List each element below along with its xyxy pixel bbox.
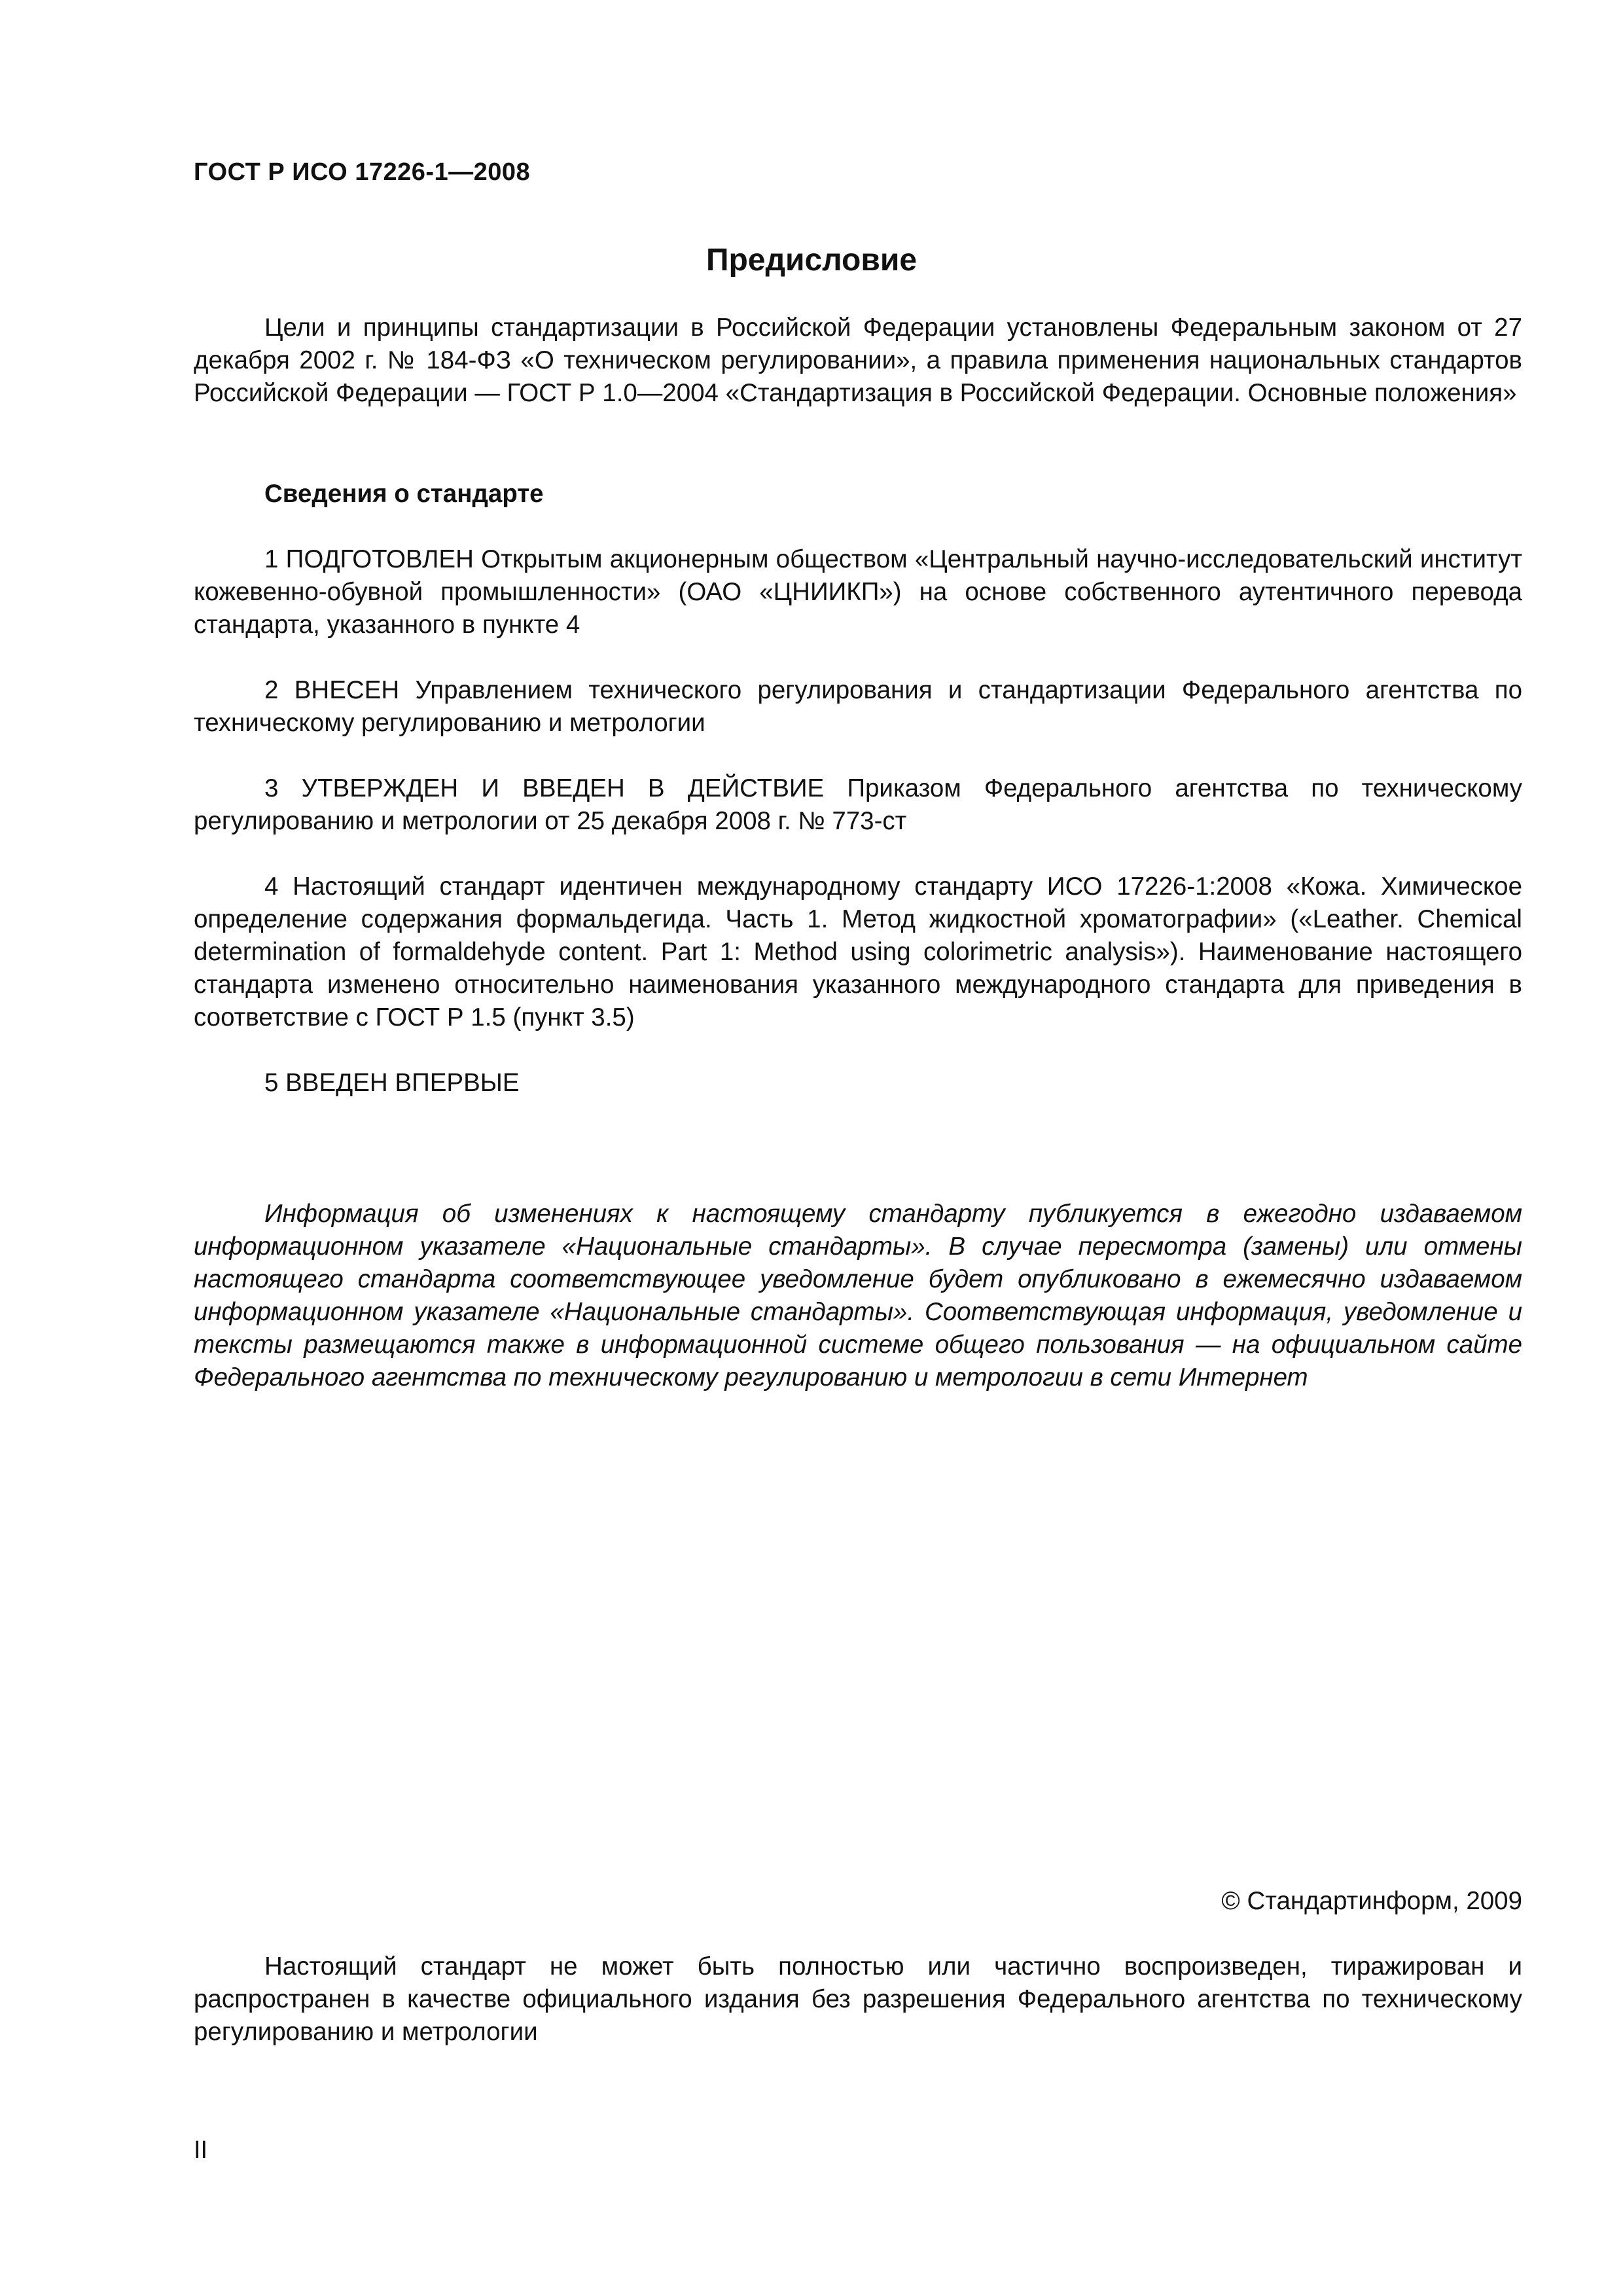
item-identical-standard: 4 Настоящий стандарт идентичен международному стандарту ИСО 17226-1:2008 «Кожа. Химическое определение содержания формальдегида. Часть 1. Метод жидкостной хроматографии» («Leather. Chemical determination of formaldehyde content. Part 1: Method using colorimetric analysis»). Наименование настоящего стандарта изменено относительно наименования указанного международного стандарта для приведения в соответствие с ГОСТ Р 1.5 (пункт 3.5) [194, 872, 1522, 1031]
document-code: ГОСТ Р ИСО 17226-1—2008 [194, 158, 531, 186]
page-title: Предисловие [705, 243, 918, 278]
page-number: II [194, 2136, 208, 2164]
copyright-line: © Стандартинформ, 2009 [1221, 1887, 1522, 1915]
changes-notice: Информация об изменениях к настоящему стандарту публикуется в ежегодно издаваемом информационном указателе «Национальные стандарты». В случае пересмотра (замены) или отмены настоящего стандарта соответствующее уведомление будет опубликовано в ежемесячно издаваемом информационном указателе «Национальные стандарты». Соответствующая информация, уведомление и тексты размещаются также в информационной системе общего пользования — на официальном сайте Федерального агентства по техническому регулированию и метрологии в сети Интернет [194, 1200, 1522, 1391]
item-submitted: 2 ВНЕСЕН Управлением технического регулирования и стандартизации Федерального агентства по техническому регулированию и метрологии [194, 676, 1522, 737]
section-heading: Сведения о стандарте [264, 480, 544, 508]
intro-paragraph: Цели и принципы стандартизации в Российской Федерации установлены Федеральным законом от 27 декабря 2002 г. № 184-ФЗ «О техническом регулировании», а правила применения национальных стандартов Российской Федерации — ГОСТ Р 1.0—2004 «Стандартизация в Российской Федерации. Основные положения» [194, 314, 1522, 407]
item-first-introduced: 5 ВВЕДЕН ВПЕРВЫЕ [264, 1069, 520, 1097]
item-approved: 3 УТВЕРЖДЕН И ВВЕДЕН В ДЕЙСТВИЕ Приказом Федерального агентства по техническому регулированию и метрологии от 25 декабря 2008 г. № 773-ст [194, 774, 1522, 835]
item-prepared: 1 ПОДГОТОВЛЕН Открытым акционерным обществом «Центральный научно-исследовательский институт кожевенно-обувной промышленности» (ОАО «ЦНИИКП») на основе собственного аутентичного перевода стандарта, указанного в пункте 4 [194, 545, 1522, 639]
reproduction-disclaimer: Настоящий стандарт не может быть полностью или частично воспроизведен, тиражирован и распространен в качестве официального издания без разрешения Федерального агентства по техническому регулированию и метрологии [194, 1952, 1522, 2046]
